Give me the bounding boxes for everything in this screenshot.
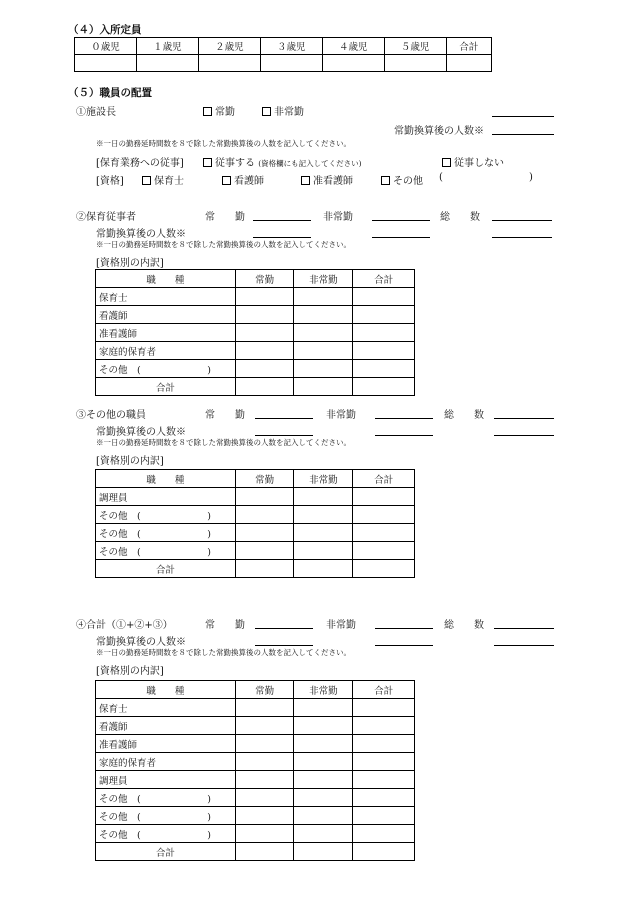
other-label: ③その他の職員 bbox=[76, 410, 146, 421]
nursery-total-label: 総 数 bbox=[440, 212, 480, 223]
table-row bbox=[96, 699, 415, 717]
sum-row-label-8: 合計 bbox=[96, 843, 236, 861]
nursery-fte-parttime-input[interactable] bbox=[372, 237, 430, 238]
table-row bbox=[96, 342, 415, 360]
capacity-input-5[interactable] bbox=[384, 55, 446, 72]
sum-cell-fulltime-2[interactable] bbox=[235, 735, 294, 753]
nursery-cell-parttime-3[interactable] bbox=[294, 342, 353, 360]
nursery-cell-total-0[interactable] bbox=[353, 288, 415, 306]
table-row bbox=[96, 753, 415, 771]
sum-fulltime-label: 常 勤 bbox=[205, 620, 245, 631]
sum-cell-fulltime-4[interactable] bbox=[235, 771, 294, 789]
qual-option-2[interactable]: 准看護師 bbox=[301, 172, 353, 187]
sum-total-input[interactable] bbox=[494, 628, 554, 629]
table-row bbox=[96, 843, 415, 861]
table-row bbox=[96, 378, 415, 396]
checkbox-icon[interactable] bbox=[203, 107, 212, 116]
sum-header-0: 職 種 bbox=[96, 681, 236, 699]
qual-option-0[interactable]: 保育士 bbox=[142, 172, 184, 187]
sum-row-label-2: 准看護師 bbox=[96, 735, 236, 753]
sum-row-label-0: 保育士 bbox=[96, 699, 236, 717]
nursery-row-label-2: 准看護師 bbox=[96, 324, 236, 342]
nursery-cell-total-1[interactable] bbox=[353, 306, 415, 324]
sum-header-2: 非常勤 bbox=[294, 681, 353, 699]
other-cell-parttime-3[interactable] bbox=[294, 542, 353, 560]
sum-fte-fulltime-input[interactable] bbox=[255, 645, 313, 646]
capacity-header-4: ４歳児 bbox=[322, 38, 384, 55]
sum-cell-parttime-1[interactable] bbox=[294, 717, 353, 735]
sum-cell-total-2[interactable] bbox=[353, 735, 415, 753]
sum-cell-fulltime-7[interactable] bbox=[235, 825, 294, 843]
other-cell-fulltime-4[interactable] bbox=[235, 560, 294, 578]
nursery-cell-fulltime-0[interactable] bbox=[235, 288, 294, 306]
nursery-breakdown-label: [資格別の内訳] bbox=[96, 258, 164, 269]
other-cell-parttime-0[interactable] bbox=[294, 488, 353, 506]
nursery-row-label-4: その他 ( ) bbox=[96, 360, 236, 378]
nursery-fte-fulltime-input[interactable] bbox=[253, 237, 311, 238]
sum-cell-total-8[interactable] bbox=[353, 843, 415, 861]
other-cell-total-2[interactable] bbox=[353, 524, 415, 542]
other-cell-parttime-2[interactable] bbox=[294, 524, 353, 542]
sum-cell-parttime-3[interactable] bbox=[294, 753, 353, 771]
checkbox-icon[interactable] bbox=[442, 158, 451, 167]
table-row bbox=[96, 306, 415, 324]
nursery-cell-fulltime-5[interactable] bbox=[235, 378, 294, 396]
other-row-label-1: その他 ( ) bbox=[96, 506, 236, 524]
nursery-cell-total-2[interactable] bbox=[353, 324, 415, 342]
director-fte-input[interactable] bbox=[492, 134, 554, 135]
sum-label: ④合計（①+②+③） bbox=[76, 620, 173, 631]
sum-header-1: 常勤 bbox=[235, 681, 294, 699]
qual-option-3[interactable]: その他 bbox=[381, 172, 423, 187]
sum-cell-total-0[interactable] bbox=[353, 699, 415, 717]
director-note: ※一日の勤務延時間数を８で除した常勤換算後の人数を記入してください。 bbox=[96, 139, 351, 148]
other-total-label: 総 数 bbox=[444, 410, 484, 421]
other-total-input[interactable] bbox=[494, 418, 554, 419]
table-row bbox=[96, 506, 415, 524]
other-cell-total-0[interactable] bbox=[353, 488, 415, 506]
qual-paren-close: ) bbox=[529, 172, 533, 183]
sum-cell-fulltime-5[interactable] bbox=[235, 789, 294, 807]
capacity-header-6: 合計 bbox=[446, 38, 491, 55]
nursery-cell-fulltime-2[interactable] bbox=[235, 324, 294, 342]
nursery-cell-parttime-2[interactable] bbox=[294, 324, 353, 342]
sum-cell-parttime-4[interactable] bbox=[294, 771, 353, 789]
nursery-row-label-0: 保育士 bbox=[96, 288, 236, 306]
section-4-title: （４）入所定員 bbox=[68, 24, 142, 36]
sum-row-label-1: 看護師 bbox=[96, 717, 236, 735]
nursery-cell-parttime-1[interactable] bbox=[294, 306, 353, 324]
capacity-input-4[interactable] bbox=[322, 55, 384, 72]
table-row bbox=[96, 789, 415, 807]
nursery-fulltime-input[interactable] bbox=[253, 220, 311, 221]
capacity-input-1[interactable] bbox=[136, 55, 198, 72]
table-row bbox=[96, 717, 415, 735]
other-cell-total-4[interactable] bbox=[353, 560, 415, 578]
sum-cell-parttime-0[interactable] bbox=[294, 699, 353, 717]
other-fte-total-input[interactable] bbox=[494, 435, 554, 436]
nursery-row-label-3: 家庭的保育者 bbox=[96, 342, 236, 360]
nursery-header-1: 常勤 bbox=[235, 270, 294, 288]
capacity-header-5: ５歳児 bbox=[384, 38, 446, 55]
table-row bbox=[96, 288, 415, 306]
sum-header-3: 合計 bbox=[353, 681, 415, 699]
table-row bbox=[96, 488, 415, 506]
table-row bbox=[96, 735, 415, 753]
duty-label: [保育業務への従事] bbox=[96, 158, 184, 169]
sum-cell-fulltime-8[interactable] bbox=[235, 843, 294, 861]
sum-fte-total-input[interactable] bbox=[494, 645, 554, 646]
checkbox-icon[interactable] bbox=[203, 158, 212, 167]
other-header-0: 職 種 bbox=[96, 470, 236, 488]
other-header-1: 常勤 bbox=[235, 470, 294, 488]
sum-row-label-7: その他 ( ) bbox=[96, 825, 236, 843]
table-row bbox=[96, 324, 415, 342]
sum-row-label-6: その他 ( ) bbox=[96, 807, 236, 825]
director-fte-label: 常勤換算後の人数※ bbox=[394, 126, 484, 137]
other-fulltime-label: 常 勤 bbox=[205, 410, 245, 421]
nursery-label: ②保育従事者 bbox=[76, 212, 136, 223]
qual-paren-open: ( bbox=[439, 172, 443, 183]
nursery-cell-fulltime-1[interactable] bbox=[235, 306, 294, 324]
other-cell-fulltime-2[interactable] bbox=[235, 524, 294, 542]
director-input-line-1[interactable] bbox=[492, 116, 554, 117]
sum-parttime-label: 非常勤 bbox=[326, 620, 356, 631]
sum-breakdown-table bbox=[95, 680, 415, 861]
section-5-title: （５）職員の配置 bbox=[68, 87, 152, 99]
director-parttime-option[interactable]: 非常勤 bbox=[262, 103, 304, 118]
sum-cell-fulltime-3[interactable] bbox=[235, 753, 294, 771]
sum-cell-parttime-5[interactable] bbox=[294, 789, 353, 807]
table-row bbox=[96, 825, 415, 843]
sum-fte-parttime-input[interactable] bbox=[375, 645, 433, 646]
duty-no-option[interactable]: 従事しない bbox=[442, 154, 504, 169]
other-cell-fulltime-1[interactable] bbox=[235, 506, 294, 524]
sum-breakdown-label: [資格別の内訳] bbox=[96, 666, 164, 677]
other-fte-fulltime-input[interactable] bbox=[255, 435, 313, 436]
nursery-cell-total-3[interactable] bbox=[353, 342, 415, 360]
nursery-row-label-5: 合計 bbox=[96, 378, 236, 396]
other-cell-total-3[interactable] bbox=[353, 542, 415, 560]
other-fte-label: 常勤換算後の人数※ bbox=[96, 427, 186, 438]
table-row bbox=[96, 542, 415, 560]
capacity-input-3[interactable] bbox=[260, 55, 322, 72]
sum-cell-total-3[interactable] bbox=[353, 753, 415, 771]
capacity-header-0: ０歳児 bbox=[75, 38, 137, 55]
sum-total-label: 総 数 bbox=[444, 620, 484, 631]
other-cell-fulltime-0[interactable] bbox=[235, 488, 294, 506]
nursery-cell-total-5[interactable] bbox=[353, 378, 415, 396]
checkbox-icon[interactable] bbox=[142, 176, 151, 185]
sum-cell-total-5[interactable] bbox=[353, 789, 415, 807]
nursery-header-2: 非常勤 bbox=[294, 270, 353, 288]
sum-parttime-input[interactable] bbox=[375, 628, 433, 629]
qual-label: [資格] bbox=[96, 176, 124, 187]
nursery-cell-fulltime-4[interactable] bbox=[235, 360, 294, 378]
sum-cell-fulltime-0[interactable] bbox=[235, 699, 294, 717]
nursery-fulltime-label: 常 勤 bbox=[205, 212, 245, 223]
capacity-header-2: ２歳児 bbox=[198, 38, 260, 55]
other-fulltime-input[interactable] bbox=[255, 418, 313, 419]
table-row bbox=[96, 771, 415, 789]
capacity-input-6[interactable] bbox=[446, 55, 491, 72]
capacity-input-0[interactable] bbox=[75, 55, 137, 72]
capacity-table bbox=[74, 37, 492, 72]
other-parttime-input[interactable] bbox=[375, 418, 433, 419]
table-row bbox=[96, 524, 415, 542]
sum-cell-total-6[interactable] bbox=[353, 807, 415, 825]
sum-cell-parttime-8[interactable] bbox=[294, 843, 353, 861]
capacity-header-1: １歳児 bbox=[136, 38, 198, 55]
sum-row-label-5: その他 ( ) bbox=[96, 789, 236, 807]
other-header-2: 非常勤 bbox=[294, 470, 353, 488]
director-label: ①施設長 bbox=[76, 107, 116, 118]
other-note: ※一日の勤務延時間数を８で除した常勤換算後の人数を記入してください。 bbox=[96, 438, 351, 447]
other-parttime-label: 非常勤 bbox=[326, 410, 356, 421]
sum-note: ※一日の勤務延時間数を８で除した常勤換算後の人数を記入してください。 bbox=[96, 648, 351, 657]
nursery-cell-total-4[interactable] bbox=[353, 360, 415, 378]
capacity-header-3: ３歳児 bbox=[260, 38, 322, 55]
qual-option-1[interactable]: 看護師 bbox=[222, 172, 264, 187]
nursery-note: ※一日の勤務延時間数を８で除した常勤換算後の人数を記入してください。 bbox=[96, 240, 351, 249]
other-header-3: 合計 bbox=[353, 470, 415, 488]
sum-cell-total-1[interactable] bbox=[353, 717, 415, 735]
sum-cell-total-7[interactable] bbox=[353, 825, 415, 843]
nursery-header-0: 職 種 bbox=[96, 270, 236, 288]
sum-cell-parttime-6[interactable] bbox=[294, 807, 353, 825]
nursery-cell-parttime-5[interactable] bbox=[294, 378, 353, 396]
nursery-parttime-label: 非常勤 bbox=[323, 212, 353, 223]
sum-cell-parttime-2[interactable] bbox=[294, 735, 353, 753]
table-row bbox=[96, 560, 415, 578]
other-row-label-3: その他 ( ) bbox=[96, 542, 236, 560]
nursery-parttime-input[interactable] bbox=[372, 220, 430, 221]
nursery-cell-parttime-0[interactable] bbox=[294, 288, 353, 306]
sum-cell-fulltime-1[interactable] bbox=[235, 717, 294, 735]
checkbox-icon[interactable] bbox=[381, 176, 390, 185]
other-breakdown-table bbox=[95, 469, 415, 578]
other-cell-fulltime-3[interactable] bbox=[235, 542, 294, 560]
duty-yes-option[interactable]: 従事する (資格欄にも記入してください) bbox=[203, 154, 362, 169]
nursery-fte-total-input[interactable] bbox=[492, 237, 552, 238]
other-row-label-4: 合計 bbox=[96, 560, 236, 578]
nursery-row-label-1: 看護師 bbox=[96, 306, 236, 324]
checkbox-icon[interactable] bbox=[222, 176, 231, 185]
nursery-header-3: 合計 bbox=[353, 270, 415, 288]
nursery-total-input[interactable] bbox=[492, 220, 552, 221]
nursery-cell-fulltime-3[interactable] bbox=[235, 342, 294, 360]
other-row-label-0: 調理員 bbox=[96, 488, 236, 506]
other-cell-total-1[interactable] bbox=[353, 506, 415, 524]
checkbox-icon[interactable] bbox=[262, 107, 271, 116]
other-cell-parttime-1[interactable] bbox=[294, 506, 353, 524]
other-fte-parttime-input[interactable] bbox=[375, 435, 433, 436]
other-row-label-2: その他 ( ) bbox=[96, 524, 236, 542]
checkbox-icon[interactable] bbox=[301, 176, 310, 185]
sum-fulltime-input[interactable] bbox=[255, 628, 313, 629]
capacity-input-2[interactable] bbox=[198, 55, 260, 72]
sum-cell-total-4[interactable] bbox=[353, 771, 415, 789]
other-cell-parttime-4[interactable] bbox=[294, 560, 353, 578]
nursery-fte-label: 常勤換算後の人数※ bbox=[96, 229, 186, 240]
other-breakdown-label: [資格別の内訳] bbox=[96, 456, 164, 467]
director-fulltime-option[interactable]: 常勤 bbox=[203, 103, 235, 118]
nursery-breakdown-table bbox=[95, 269, 415, 396]
sum-cell-fulltime-6[interactable] bbox=[235, 807, 294, 825]
table-row bbox=[96, 360, 415, 378]
nursery-cell-parttime-4[interactable] bbox=[294, 360, 353, 378]
sum-fte-label: 常勤換算後の人数※ bbox=[96, 637, 186, 648]
table-row bbox=[96, 807, 415, 825]
sum-row-label-3: 家庭的保育者 bbox=[96, 753, 236, 771]
sum-row-label-4: 調理員 bbox=[96, 771, 236, 789]
sum-cell-parttime-7[interactable] bbox=[294, 825, 353, 843]
